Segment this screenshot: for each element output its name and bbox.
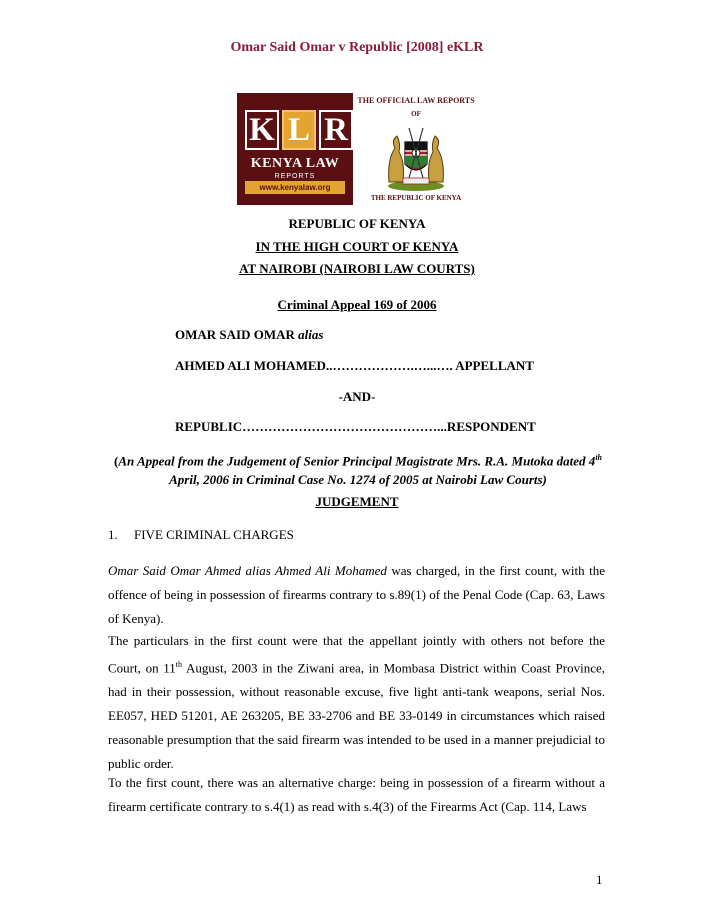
paragraph-3: To the first count, there was an alternative charge: being in possession of a firearm without a firearm certificate contrary to s.4(1) as read with s.4(3) of the Firearms Act (Cap. 114, Laws	[108, 775, 605, 814]
logo-letter-l: L	[282, 110, 316, 150]
official-of-caption: OF	[411, 110, 421, 118]
republic-heading: REPUBLIC OF KENYA	[288, 216, 426, 231]
and-separator: -AND-	[338, 389, 376, 404]
logo-url: www.kenyalaw.org	[245, 181, 345, 194]
respondent-line: REPUBLIC………………………………………...RESPONDENT	[175, 419, 536, 434]
paragraph-2-text-b: August, 2003 in the Ziwani area, in Mombasa District within Coast Province, had in their possession, without reasonable excuse, five light anti-tank weapons, serial Nos. EE057, HED 51201, AE 263205, BE 33-2706 and BE 33-0149 in circumstances which raised reasonable presumption that the said firearm was intended to be used in a manner prejudicial to public order.	[108, 660, 605, 772]
appeal-note	[108, 448, 608, 489]
appellant-name	[175, 327, 323, 343]
location-heading: AT NAIROBI (NAIROBI LAW COURTS)	[239, 261, 475, 276]
appeal-note-line2: April, 2006 in Criminal Case No. 1274 of 2005 at Nairobi Law Courts)	[169, 472, 547, 488]
section-title: FIVE CRIMINAL CHARGES	[134, 527, 294, 542]
logo-letters	[245, 110, 353, 150]
logo-letter-k: K	[245, 110, 279, 150]
page-number: 1	[596, 872, 603, 887]
judgement-title: JUDGEMENT	[315, 494, 399, 509]
appellant-alias-line: AHMED ALI MOHAMED..……………….…...…. APPELLANT	[175, 358, 534, 373]
appeal-note-line1: An Appeal from the Judgement of Senior Principal Magistrate Mrs. R.A. Mutoka dated 4	[118, 453, 596, 469]
coat-of-arms-icon	[381, 120, 451, 192]
court-heading: IN THE HIGH COURT OF KENYA	[255, 239, 459, 254]
paragraph-2-text-a: The particulars in the first count were that the appellant jointly with others not before the Court, on 11	[108, 633, 605, 676]
paragraph-2	[108, 629, 605, 776]
paragraph-1	[108, 559, 605, 631]
klr-logo	[237, 93, 353, 205]
case-number: Criminal Appeal 169 of 2006	[277, 297, 437, 312]
appellant-name-text: OMAR SAID OMAR	[175, 327, 295, 342]
running-head: Omar Said Omar v Republic [2008] eKLR	[230, 40, 484, 55]
republic-caption: THE REPUBLIC OF KENYA	[370, 194, 462, 202]
alias-word: alias	[298, 327, 324, 342]
appeal-note-sup: th	[595, 453, 602, 462]
logo-letter-r: R	[319, 110, 353, 150]
paragraph-1-italic: Omar Said Omar Ahmed alias Ahmed Ali Mohamed	[108, 563, 387, 578]
paragraph-2-sup: th	[175, 660, 183, 669]
section-number: 1.	[108, 527, 118, 542]
appeal-note-open-paren: (	[114, 453, 119, 469]
logo-reports: REPORTS	[274, 173, 316, 180]
official-reports-caption: THE OFFICIAL LAW REPORTS	[357, 96, 475, 105]
paragraph-1-text: was charged, in the first count, with the offence of being in possession of firearms contrary to s.89(1) of the Penal Code (Cap. 63, Laws of Kenya).	[108, 563, 605, 626]
logo-name: KENYA LAW	[250, 156, 340, 171]
